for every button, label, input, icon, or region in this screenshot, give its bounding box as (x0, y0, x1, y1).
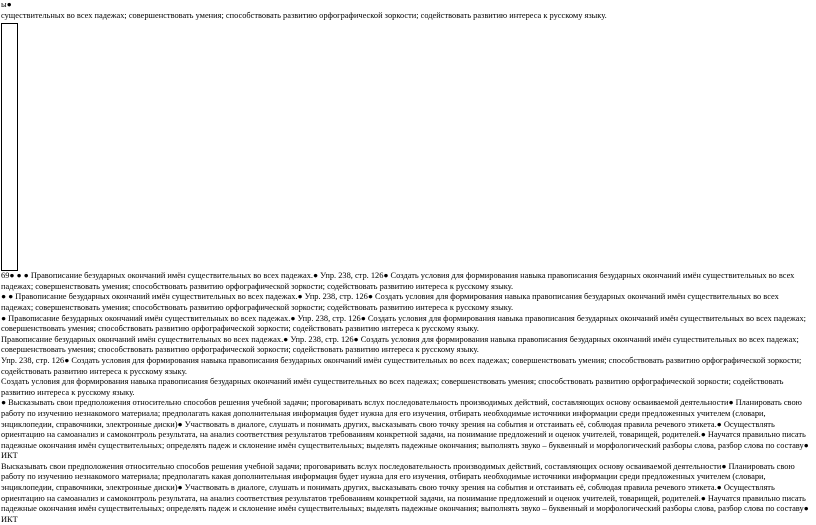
document-page (1, 0, 813, 525)
paragraph-list (1, 271, 813, 525)
empty-frame (1, 23, 18, 271)
paragraph: ● Правописание безударных окончаний имён существительных во всех падежах.● Упр. 238, стр. 126● Создать условия для формирования навыка правописания безударных окончаний имён существительных во всех падежах; совершенствовать умения; способствовать развитию орфографической зоркости; содействовать развитию интереса к русскому языку. (1, 313, 806, 334)
paragraph: ● ● Правописание безударных окончаний имён существительных во всех падежах.● Упр. 238, стр. 126● Создать условия для формирования навыка правописания безударных окончаний имён существительных во всех падежах; совершенствовать умения; способствовать развитию орфографической зоркости; содействовать развитию интереса к русскому языку. (1, 292, 779, 312)
header-fragment: ы● (1, 0, 12, 9)
paragraph: Правописание безударных окончаний имён существительных во всех падежах.● Упр. 238, стр. 126● Создать условия для формирования навыка правописания безударных окончаний имён существительных во всех падежах; совершенствовать умения; способствовать развитию орфографической зоркости; содействовать развитию интереса к русскому языку. (1, 334, 799, 355)
header-line: существительных во всех падежах; совершенствовать умения; способствовать развитию орфографической зоркости; содействовать развитию интереса к русскому языку. (1, 10, 607, 20)
paragraph: 69● ● ● Правописание безударных окончаний имён существительных во всех падежах.● Упр. 238, стр. 126● Создать условия для формирования навыка правописания безударных окончаний имён существительных во всех падежах; совершенствовать умения; способствовать развитию орфографической зоркости; содействовать развитию интереса к русскому языку. (1, 271, 795, 291)
paragraph: Упр. 238, стр. 126● Создать условия для формирования навыка правописания безударных окончаний имён существительных во всех падежах; совершенствовать умения; способствовать развитию орфографической зоркости; содействовать развитию интереса к русскому языку. (1, 355, 802, 376)
paragraph: Создать условия для формирования навыка правописания безударных окончаний имён существительных во всех падежах; совершенствовать умения; способствовать развитию орфографической зоркости; содействовать развитию интереса к русскому языку. (1, 377, 784, 397)
paragraph: Высказывать свои предположения относительно способов решения учебной задачи; проговаривать вслух последовательность производимых действий, составляющих основу осваиваемой деятельности● Планировать свою работу по изучению незнакомого материала; предполагать какая дополнительная информация будет нужна для его изучения, отбирать необходимые источники информации среди предложенных учителем (словари, энциклопедии, справочники, электронные диски)● Участвовать в диалоге, слушать и понимать других, высказывать свою точку зрения на события и отстаивать её, соблюдая правила речевого этикета.● Осуществлять ориентацию на самоанализ и самоконтроль результата, на анализ соответствия результатов требованиям конкретной задачи, на понимание предложений и оценок учителей, товарищей, родителей.● Научатся правильно писать падежные окончания имён существительных; определять падеж и склонение имён существительных; выделять падежные окончания; выполнять звуко – буквенный и морфологический разборы слова, разбор слова по составу● ИКТ (1, 461, 809, 524)
paragraph: ● Высказывать свои предположения относительно способов решения учебной задачи; проговаривать вслух последовательность производимых действий, составляющих основу осваиваемой деятельности● Планировать свою работу по изучению незнакомого материала; предполагать какая дополнительная информация будет нужна для его изучения, отбирать необходимые источники информации среди предложенных учителем (словари, энциклопедии, справочники, электронные диски)● Участвовать в диалоге, слушать и понимать других, высказывать свою точку зрения на события и отстаивать её, соблюдая правила речевого этикета.● Осуществлять ориентацию на самоанализ и самоконтроль результата, на анализ соответствия результатов требованиям конкретной задачи, на понимание предложений и оценок учителей, товарищей, родителей.● Научатся правильно писать падежные окончания имён существительных; определять падеж и склонение имён существительных; выделять падежные окончания; выполнять звуко – буквенный и морфологический разборы слова, разбор слова по составу● ИКТ (1, 398, 809, 461)
